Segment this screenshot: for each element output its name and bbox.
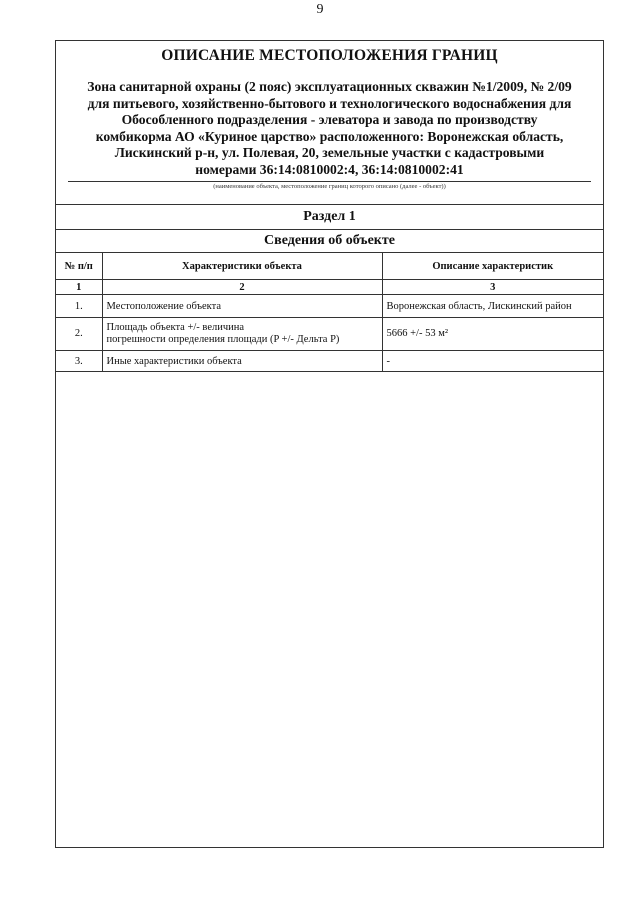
column-number: 2 bbox=[102, 280, 382, 295]
document-frame bbox=[55, 40, 604, 848]
page-number: 9 bbox=[316, 2, 324, 17]
column-number: 3 bbox=[382, 280, 603, 295]
header-characteristic: Характеристики объекта bbox=[102, 253, 382, 280]
table-row bbox=[56, 351, 603, 372]
row-characteristic-line: Площадь объекта +/- величина bbox=[106, 322, 245, 333]
document-title: ОПИСАНИЕ МЕСТОПОЛОЖЕНИЯ ГРАНИЦ bbox=[161, 47, 498, 64]
header-num: № п/п bbox=[56, 253, 102, 280]
object-name-line: Обособленного подразделения - элеватора и завода по производству bbox=[121, 112, 538, 127]
row-number: 3. bbox=[56, 351, 102, 372]
header-description: Описание характеристик bbox=[382, 253, 603, 280]
row-characteristic bbox=[102, 318, 382, 351]
section-title: Раздел 1 bbox=[56, 204, 603, 229]
object-name-line: Зона санитарной охраны (2 пояс) эксплуатационных скважин №1/2009, № 2/09 bbox=[87, 79, 572, 94]
object-caption: (наименование объекта, местоположение границ которого описано (далее - объект)) bbox=[213, 183, 446, 190]
row-characteristic: Иные характеристики объекта bbox=[102, 351, 382, 372]
info-title: Сведения об объекте bbox=[56, 229, 603, 252]
table-column-numbers-row bbox=[56, 280, 603, 295]
row-number: 2. bbox=[56, 318, 102, 351]
object-name-line: Лискинский р-н, ул. Полевая, 20, земельные участки с кадастровыми bbox=[114, 145, 545, 160]
table-row bbox=[56, 295, 603, 318]
row-characteristic-line: погрешности определения площади (P +/- Дельта P) bbox=[106, 334, 340, 345]
object-name-line: для питьевого, хозяйственно-бытового и технологического водоснабжения для bbox=[87, 95, 572, 111]
table-row bbox=[56, 318, 603, 351]
object-name-line: комбикорма АО «Куриное царство» расположенного: Воронежская область, bbox=[95, 128, 564, 144]
row-characteristic: Местоположение объекта bbox=[102, 295, 382, 318]
object-info-table bbox=[56, 252, 603, 372]
row-description: - bbox=[382, 351, 603, 372]
column-number: 1 bbox=[56, 280, 102, 295]
object-name-line: номерами 36:14:0810002:4, 36:14:0810002:41 bbox=[195, 161, 464, 177]
row-description: Воронежская область, Лискинский район bbox=[382, 295, 603, 318]
row-number: 1. bbox=[56, 295, 102, 318]
row-description: 5666 +/- 53 м² bbox=[382, 318, 603, 351]
table-header-row bbox=[56, 253, 603, 280]
object-name bbox=[62, 79, 597, 178]
